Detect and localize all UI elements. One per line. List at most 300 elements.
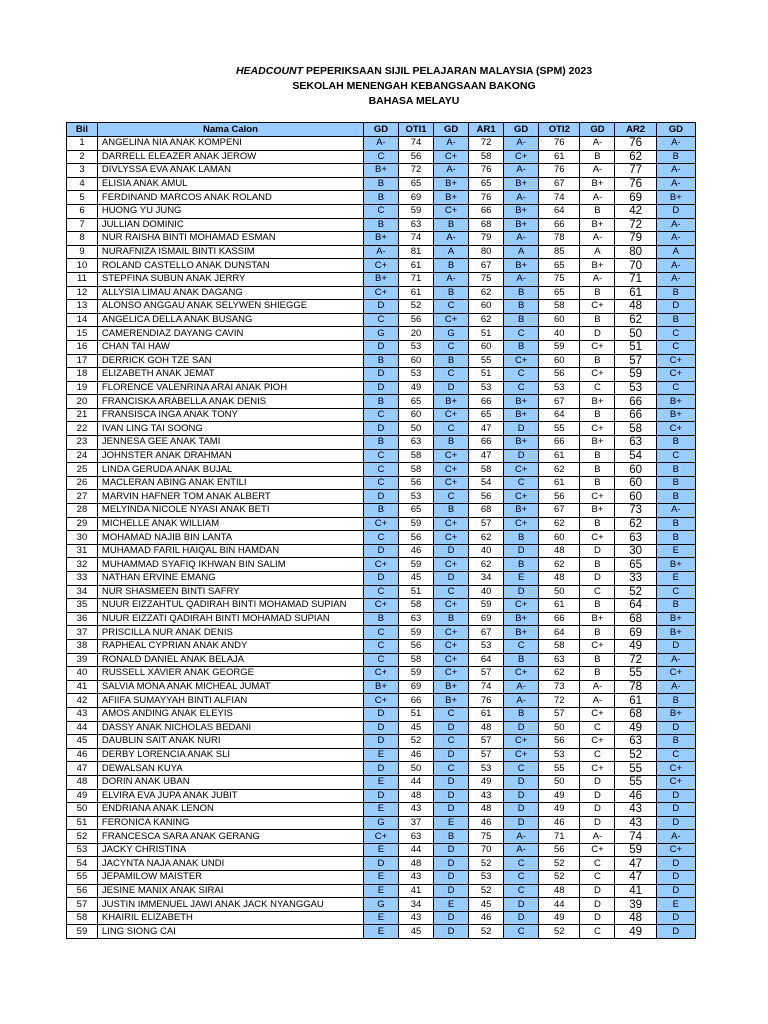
cell-gd3: C bbox=[504, 871, 539, 885]
col-header-gd3: GD bbox=[504, 123, 539, 137]
cell-gd4: D bbox=[580, 544, 615, 558]
cell-oti1: 65 bbox=[399, 504, 434, 518]
cell-gd5: D bbox=[656, 911, 695, 925]
cell-gd1: B bbox=[363, 504, 398, 518]
cell-gd3: A- bbox=[504, 272, 539, 286]
header-line-1 bbox=[0, 64, 768, 79]
cell-ar2: 43 bbox=[615, 816, 656, 830]
cell-oti1: 37 bbox=[399, 816, 434, 830]
cell-name: DIVLYSSA EVA ANAK LAMAN bbox=[97, 164, 363, 178]
cell-bil: 51 bbox=[67, 816, 98, 830]
cell-oti2: 75 bbox=[539, 272, 580, 286]
table-row bbox=[67, 585, 696, 599]
cell-gd4: B+ bbox=[580, 436, 615, 450]
cell-gd5: A- bbox=[656, 830, 695, 844]
cell-gd2: B bbox=[434, 259, 469, 273]
cell-gd3: C bbox=[504, 368, 539, 382]
cell-bil: 16 bbox=[67, 340, 98, 354]
cell-name: ANGELINA NIA ANAK KOMPENI bbox=[97, 137, 363, 151]
cell-ar1: 51 bbox=[469, 368, 504, 382]
cell-gd2: C+ bbox=[434, 463, 469, 477]
header-headcount: HEADCOUNT bbox=[235, 65, 304, 77]
cell-gd5: B+ bbox=[656, 626, 695, 640]
cell-gd2: A- bbox=[434, 272, 469, 286]
cell-gd2: D bbox=[434, 775, 469, 789]
cell-gd2: C+ bbox=[434, 449, 469, 463]
cell-oti2: 60 bbox=[539, 354, 580, 368]
cell-oti1: 69 bbox=[399, 680, 434, 694]
cell-bil: 24 bbox=[67, 449, 98, 463]
cell-gd4: C+ bbox=[580, 340, 615, 354]
cell-ar1: 64 bbox=[469, 653, 504, 667]
cell-gd3: B bbox=[504, 707, 539, 721]
cell-gd2: B+ bbox=[434, 395, 469, 409]
cell-gd2: D bbox=[434, 871, 469, 885]
cell-gd1: C bbox=[363, 408, 398, 422]
cell-gd3: B+ bbox=[504, 612, 539, 626]
cell-gd5: B bbox=[656, 150, 695, 164]
cell-gd1: D bbox=[363, 490, 398, 504]
cell-gd5: A- bbox=[656, 232, 695, 246]
results-table bbox=[66, 122, 696, 939]
cell-ar2: 69 bbox=[615, 191, 656, 205]
cell-gd4: B+ bbox=[580, 504, 615, 518]
table-row bbox=[67, 775, 696, 789]
cell-gd3: A- bbox=[504, 830, 539, 844]
cell-name: JESINE MANIX ANAK SIRAI bbox=[97, 884, 363, 898]
cell-gd1: C+ bbox=[363, 286, 398, 300]
cell-ar2: 77 bbox=[615, 164, 656, 178]
cell-name: JEPAMILOW MAISTER bbox=[97, 871, 363, 885]
cell-gd4: C bbox=[580, 721, 615, 735]
cell-gd3: B+ bbox=[504, 204, 539, 218]
cell-bil: 48 bbox=[67, 775, 98, 789]
cell-name: NUR RAISHA BINTI MOHAMAD ESMAN bbox=[97, 232, 363, 246]
cell-bil: 55 bbox=[67, 871, 98, 885]
cell-gd5: B bbox=[656, 531, 695, 545]
cell-gd3: D bbox=[504, 789, 539, 803]
cell-gd5: B bbox=[656, 735, 695, 749]
cell-gd4: C+ bbox=[580, 707, 615, 721]
cell-ar2: 79 bbox=[615, 232, 656, 246]
cell-oti2: 58 bbox=[539, 300, 580, 314]
cell-oti2: 74 bbox=[539, 191, 580, 205]
cell-oti2: 52 bbox=[539, 925, 580, 939]
cell-name: HUONG YU JUNG bbox=[97, 204, 363, 218]
cell-oti2: 60 bbox=[539, 531, 580, 545]
cell-oti2: 48 bbox=[539, 884, 580, 898]
cell-oti2: 66 bbox=[539, 612, 580, 626]
cell-oti1: 50 bbox=[399, 762, 434, 776]
cell-oti1: 58 bbox=[399, 653, 434, 667]
cell-oti2: 67 bbox=[539, 177, 580, 191]
cell-gd2: D bbox=[434, 572, 469, 586]
table-row bbox=[67, 368, 696, 382]
cell-gd5: D bbox=[656, 639, 695, 653]
cell-bil: 37 bbox=[67, 626, 98, 640]
cell-gd2: B bbox=[434, 286, 469, 300]
cell-bil: 43 bbox=[67, 707, 98, 721]
cell-bil: 47 bbox=[67, 762, 98, 776]
cell-gd2: C bbox=[434, 762, 469, 776]
cell-oti2: 64 bbox=[539, 408, 580, 422]
cell-gd4: C+ bbox=[580, 300, 615, 314]
cell-bil: 30 bbox=[67, 531, 98, 545]
cell-gd5: D bbox=[656, 857, 695, 871]
cell-oti2: 40 bbox=[539, 327, 580, 341]
cell-gd4: B bbox=[580, 558, 615, 572]
cell-gd1: D bbox=[363, 368, 398, 382]
cell-gd2: C+ bbox=[434, 313, 469, 327]
cell-gd5: D bbox=[656, 789, 695, 803]
cell-gd2: C bbox=[434, 422, 469, 436]
cell-gd1: C bbox=[363, 531, 398, 545]
cell-ar2: 68 bbox=[615, 612, 656, 626]
table-row bbox=[67, 558, 696, 572]
cell-gd5: C bbox=[656, 327, 695, 341]
cell-gd5: A bbox=[656, 245, 695, 259]
cell-gd4: A- bbox=[580, 137, 615, 151]
cell-gd3: C bbox=[504, 925, 539, 939]
cell-bil: 56 bbox=[67, 884, 98, 898]
cell-gd3: C bbox=[504, 381, 539, 395]
cell-oti1: 53 bbox=[399, 490, 434, 504]
cell-oti2: 73 bbox=[539, 680, 580, 694]
cell-ar1: 80 bbox=[469, 245, 504, 259]
cell-ar2: 73 bbox=[615, 504, 656, 518]
cell-ar1: 65 bbox=[469, 408, 504, 422]
cell-gd5: C+ bbox=[656, 762, 695, 776]
cell-ar2: 49 bbox=[615, 721, 656, 735]
cell-bil: 38 bbox=[67, 639, 98, 653]
cell-gd4: C bbox=[580, 871, 615, 885]
cell-gd1: B bbox=[363, 395, 398, 409]
cell-gd4: D bbox=[580, 803, 615, 817]
cell-ar2: 53 bbox=[615, 381, 656, 395]
table-row bbox=[67, 381, 696, 395]
cell-gd4: A- bbox=[580, 272, 615, 286]
table-row bbox=[67, 612, 696, 626]
cell-name: RONALD DANIEL ANAK BELAJA bbox=[97, 653, 363, 667]
cell-oti1: 61 bbox=[399, 286, 434, 300]
cell-gd5: C bbox=[656, 748, 695, 762]
cell-gd1: C+ bbox=[363, 517, 398, 531]
cell-gd3: D bbox=[504, 911, 539, 925]
cell-gd2: C+ bbox=[434, 599, 469, 613]
cell-gd2: C+ bbox=[434, 667, 469, 681]
cell-bil: 35 bbox=[67, 599, 98, 613]
cell-gd3: B+ bbox=[504, 259, 539, 273]
cell-gd3: C+ bbox=[504, 748, 539, 762]
cell-gd1: C bbox=[363, 626, 398, 640]
cell-gd4: B bbox=[580, 354, 615, 368]
cell-bil: 39 bbox=[67, 653, 98, 667]
cell-gd5: C+ bbox=[656, 354, 695, 368]
cell-gd4: C+ bbox=[580, 490, 615, 504]
cell-gd5: B bbox=[656, 694, 695, 708]
cell-gd3: B bbox=[504, 531, 539, 545]
cell-gd1: C bbox=[363, 313, 398, 327]
cell-bil: 19 bbox=[67, 381, 98, 395]
cell-bil: 49 bbox=[67, 789, 98, 803]
cell-bil: 57 bbox=[67, 898, 98, 912]
cell-gd1: C bbox=[363, 150, 398, 164]
cell-gd3: C bbox=[504, 327, 539, 341]
cell-ar2: 61 bbox=[615, 286, 656, 300]
cell-bil: 7 bbox=[67, 218, 98, 232]
cell-gd1: B bbox=[363, 354, 398, 368]
cell-gd4: B bbox=[580, 653, 615, 667]
cell-oti1: 81 bbox=[399, 245, 434, 259]
cell-ar2: 76 bbox=[615, 177, 656, 191]
cell-ar2: 55 bbox=[615, 775, 656, 789]
cell-gd2: B bbox=[434, 612, 469, 626]
cell-oti1: 51 bbox=[399, 707, 434, 721]
cell-bil: 54 bbox=[67, 857, 98, 871]
cell-oti1: 63 bbox=[399, 612, 434, 626]
cell-bil: 44 bbox=[67, 721, 98, 735]
cell-oti1: 52 bbox=[399, 300, 434, 314]
cell-ar2: 50 bbox=[615, 327, 656, 341]
cell-oti1: 45 bbox=[399, 572, 434, 586]
cell-gd5: D bbox=[656, 871, 695, 885]
cell-ar2: 70 bbox=[615, 259, 656, 273]
cell-gd2: B bbox=[434, 504, 469, 518]
cell-ar1: 46 bbox=[469, 911, 504, 925]
cell-gd4: D bbox=[580, 327, 615, 341]
table-row bbox=[67, 816, 696, 830]
cell-name: JENNESA GEE ANAK TAMI bbox=[97, 436, 363, 450]
cell-gd3: D bbox=[504, 775, 539, 789]
cell-bil: 59 bbox=[67, 925, 98, 939]
cell-gd2: D bbox=[434, 925, 469, 939]
table-row bbox=[67, 925, 696, 939]
cell-bil: 33 bbox=[67, 572, 98, 586]
cell-gd4: A bbox=[580, 245, 615, 259]
cell-name: ELIZABETH ANAK JEMAT bbox=[97, 368, 363, 382]
cell-name: FERDINAND MARCOS ANAK ROLAND bbox=[97, 191, 363, 205]
cell-gd3: B+ bbox=[504, 626, 539, 640]
cell-gd4: A- bbox=[580, 680, 615, 694]
cell-bil: 17 bbox=[67, 354, 98, 368]
cell-oti2: 48 bbox=[539, 572, 580, 586]
cell-ar1: 40 bbox=[469, 544, 504, 558]
table-row bbox=[67, 449, 696, 463]
cell-gd2: D bbox=[434, 789, 469, 803]
cell-ar1: 49 bbox=[469, 775, 504, 789]
cell-oti1: 43 bbox=[399, 911, 434, 925]
cell-ar2: 65 bbox=[615, 558, 656, 572]
table-row bbox=[67, 204, 696, 218]
cell-gd3: C+ bbox=[504, 735, 539, 749]
cell-oti2: 58 bbox=[539, 639, 580, 653]
cell-bil: 36 bbox=[67, 612, 98, 626]
cell-bil: 58 bbox=[67, 911, 98, 925]
cell-gd4: D bbox=[580, 572, 615, 586]
cell-ar2: 47 bbox=[615, 857, 656, 871]
cell-gd2: B+ bbox=[434, 191, 469, 205]
cell-oti1: 45 bbox=[399, 925, 434, 939]
cell-gd1: B+ bbox=[363, 164, 398, 178]
cell-gd1: C+ bbox=[363, 667, 398, 681]
cell-oti1: 43 bbox=[399, 803, 434, 817]
cell-oti1: 51 bbox=[399, 585, 434, 599]
cell-oti1: 45 bbox=[399, 721, 434, 735]
cell-gd1: B+ bbox=[363, 680, 398, 694]
cell-name: ALLYSIA LIMAU ANAK DAGANG bbox=[97, 286, 363, 300]
cell-oti2: 49 bbox=[539, 911, 580, 925]
cell-bil: 18 bbox=[67, 368, 98, 382]
cell-gd4: B+ bbox=[580, 612, 615, 626]
cell-name: MARVIN HAFNER TOM ANAK ALBERT bbox=[97, 490, 363, 504]
cell-ar1: 54 bbox=[469, 476, 504, 490]
cell-gd2: C+ bbox=[434, 408, 469, 422]
cell-gd2: C+ bbox=[434, 639, 469, 653]
cell-name: NUR SHASMEEN BINTI SAFRY bbox=[97, 585, 363, 599]
cell-bil: 26 bbox=[67, 476, 98, 490]
table-row bbox=[67, 680, 696, 694]
table-row bbox=[67, 803, 696, 817]
cell-name: CHAN TAI HAW bbox=[97, 340, 363, 354]
table-row bbox=[67, 218, 696, 232]
cell-gd3: B bbox=[504, 313, 539, 327]
table-row bbox=[67, 884, 696, 898]
cell-oti2: 64 bbox=[539, 626, 580, 640]
cell-oti2: 59 bbox=[539, 340, 580, 354]
cell-gd3: C+ bbox=[504, 667, 539, 681]
cell-ar1: 58 bbox=[469, 150, 504, 164]
cell-name: FERONICA KANING bbox=[97, 816, 363, 830]
cell-ar2: 59 bbox=[615, 843, 656, 857]
cell-gd3: A- bbox=[504, 232, 539, 246]
cell-gd4: C+ bbox=[580, 422, 615, 436]
table-row bbox=[67, 245, 696, 259]
cell-bil: 5 bbox=[67, 191, 98, 205]
cell-gd3: C bbox=[504, 884, 539, 898]
cell-gd5: A- bbox=[656, 137, 695, 151]
cell-gd5: B bbox=[656, 286, 695, 300]
cell-gd1: B+ bbox=[363, 272, 398, 286]
cell-gd5: A- bbox=[656, 680, 695, 694]
cell-ar2: 71 bbox=[615, 272, 656, 286]
table-row bbox=[67, 436, 696, 450]
cell-gd1: C+ bbox=[363, 694, 398, 708]
cell-oti2: 62 bbox=[539, 558, 580, 572]
cell-oti2: 61 bbox=[539, 599, 580, 613]
cell-oti1: 58 bbox=[399, 599, 434, 613]
table-row bbox=[67, 327, 696, 341]
cell-gd1: D bbox=[363, 381, 398, 395]
cell-gd3: B+ bbox=[504, 436, 539, 450]
cell-bil: 45 bbox=[67, 735, 98, 749]
cell-gd2: G bbox=[434, 327, 469, 341]
cell-name: DAUBLIN SAIT ANAK NURI bbox=[97, 735, 363, 749]
cell-ar2: 69 bbox=[615, 626, 656, 640]
cell-ar2: 72 bbox=[615, 218, 656, 232]
cell-gd4: B+ bbox=[580, 218, 615, 232]
cell-gd2: B bbox=[434, 218, 469, 232]
col-header-nama: Nama Calon bbox=[97, 123, 363, 137]
cell-gd4: B+ bbox=[580, 259, 615, 273]
cell-gd3: B+ bbox=[504, 177, 539, 191]
cell-oti2: 62 bbox=[539, 517, 580, 531]
cell-gd5: B bbox=[656, 490, 695, 504]
cell-name: MOHAMAD NAJIB BIN LANTA bbox=[97, 531, 363, 545]
cell-oti2: 46 bbox=[539, 816, 580, 830]
cell-ar1: 47 bbox=[469, 449, 504, 463]
cell-oti2: 52 bbox=[539, 857, 580, 871]
cell-gd2: D bbox=[434, 748, 469, 762]
cell-oti2: 50 bbox=[539, 721, 580, 735]
cell-oti2: 71 bbox=[539, 830, 580, 844]
cell-name: JOHNSTER ANAK DRAHMAN bbox=[97, 449, 363, 463]
cell-gd4: A- bbox=[580, 830, 615, 844]
col-header-gd4: GD bbox=[580, 123, 615, 137]
cell-name: JULLIAN DOMINIC bbox=[97, 218, 363, 232]
cell-name: ROLAND CASTELLO ANAK DUNSTAN bbox=[97, 259, 363, 273]
table-row bbox=[67, 272, 696, 286]
table-row bbox=[67, 286, 696, 300]
cell-gd5: B bbox=[656, 313, 695, 327]
cell-gd4: C bbox=[580, 381, 615, 395]
cell-name: MACLERAN ABING ANAK ENTILI bbox=[97, 476, 363, 490]
cell-oti2: 56 bbox=[539, 368, 580, 382]
cell-bil: 3 bbox=[67, 164, 98, 178]
cell-gd1: D bbox=[363, 707, 398, 721]
table-row bbox=[67, 422, 696, 436]
cell-oti2: 53 bbox=[539, 748, 580, 762]
cell-oti2: 66 bbox=[539, 218, 580, 232]
cell-gd4: B+ bbox=[580, 395, 615, 409]
cell-oti2: 62 bbox=[539, 463, 580, 477]
table-row bbox=[67, 911, 696, 925]
cell-ar2: 61 bbox=[615, 694, 656, 708]
table-row bbox=[67, 164, 696, 178]
table-row bbox=[67, 735, 696, 749]
header-school: SEKOLAH MENENGAH KEBANGSAAN BAKONG bbox=[292, 80, 536, 92]
cell-ar2: 58 bbox=[615, 422, 656, 436]
cell-ar2: 60 bbox=[615, 490, 656, 504]
cell-oti2: 65 bbox=[539, 259, 580, 273]
cell-gd3: D bbox=[504, 721, 539, 735]
cell-ar1: 60 bbox=[469, 340, 504, 354]
cell-gd3: D bbox=[504, 449, 539, 463]
cell-oti2: 56 bbox=[539, 735, 580, 749]
cell-gd3: A- bbox=[504, 843, 539, 857]
cell-ar1: 56 bbox=[469, 490, 504, 504]
cell-name: DASSY ANAK NICHOLAS BEDANI bbox=[97, 721, 363, 735]
cell-oti1: 48 bbox=[399, 857, 434, 871]
cell-ar2: 57 bbox=[615, 354, 656, 368]
cell-oti1: 58 bbox=[399, 463, 434, 477]
cell-ar1: 62 bbox=[469, 286, 504, 300]
cell-oti1: 69 bbox=[399, 191, 434, 205]
cell-name: JUSTIN IMMENUEL JAWI ANAK JACK NYANGGAU bbox=[97, 898, 363, 912]
table-row bbox=[67, 599, 696, 613]
cell-ar2: 30 bbox=[615, 544, 656, 558]
cell-gd2: D bbox=[434, 911, 469, 925]
cell-ar1: 53 bbox=[469, 871, 504, 885]
cell-oti1: 43 bbox=[399, 871, 434, 885]
cell-oti2: 50 bbox=[539, 775, 580, 789]
cell-gd1: D bbox=[363, 544, 398, 558]
cell-oti2: 56 bbox=[539, 843, 580, 857]
cell-ar1: 48 bbox=[469, 803, 504, 817]
cell-oti2: 76 bbox=[539, 164, 580, 178]
cell-gd3: B+ bbox=[504, 408, 539, 422]
cell-ar2: 66 bbox=[615, 408, 656, 422]
cell-name: MUHAMMAD SYAFIQ IKHWAN BIN SALIM bbox=[97, 558, 363, 572]
